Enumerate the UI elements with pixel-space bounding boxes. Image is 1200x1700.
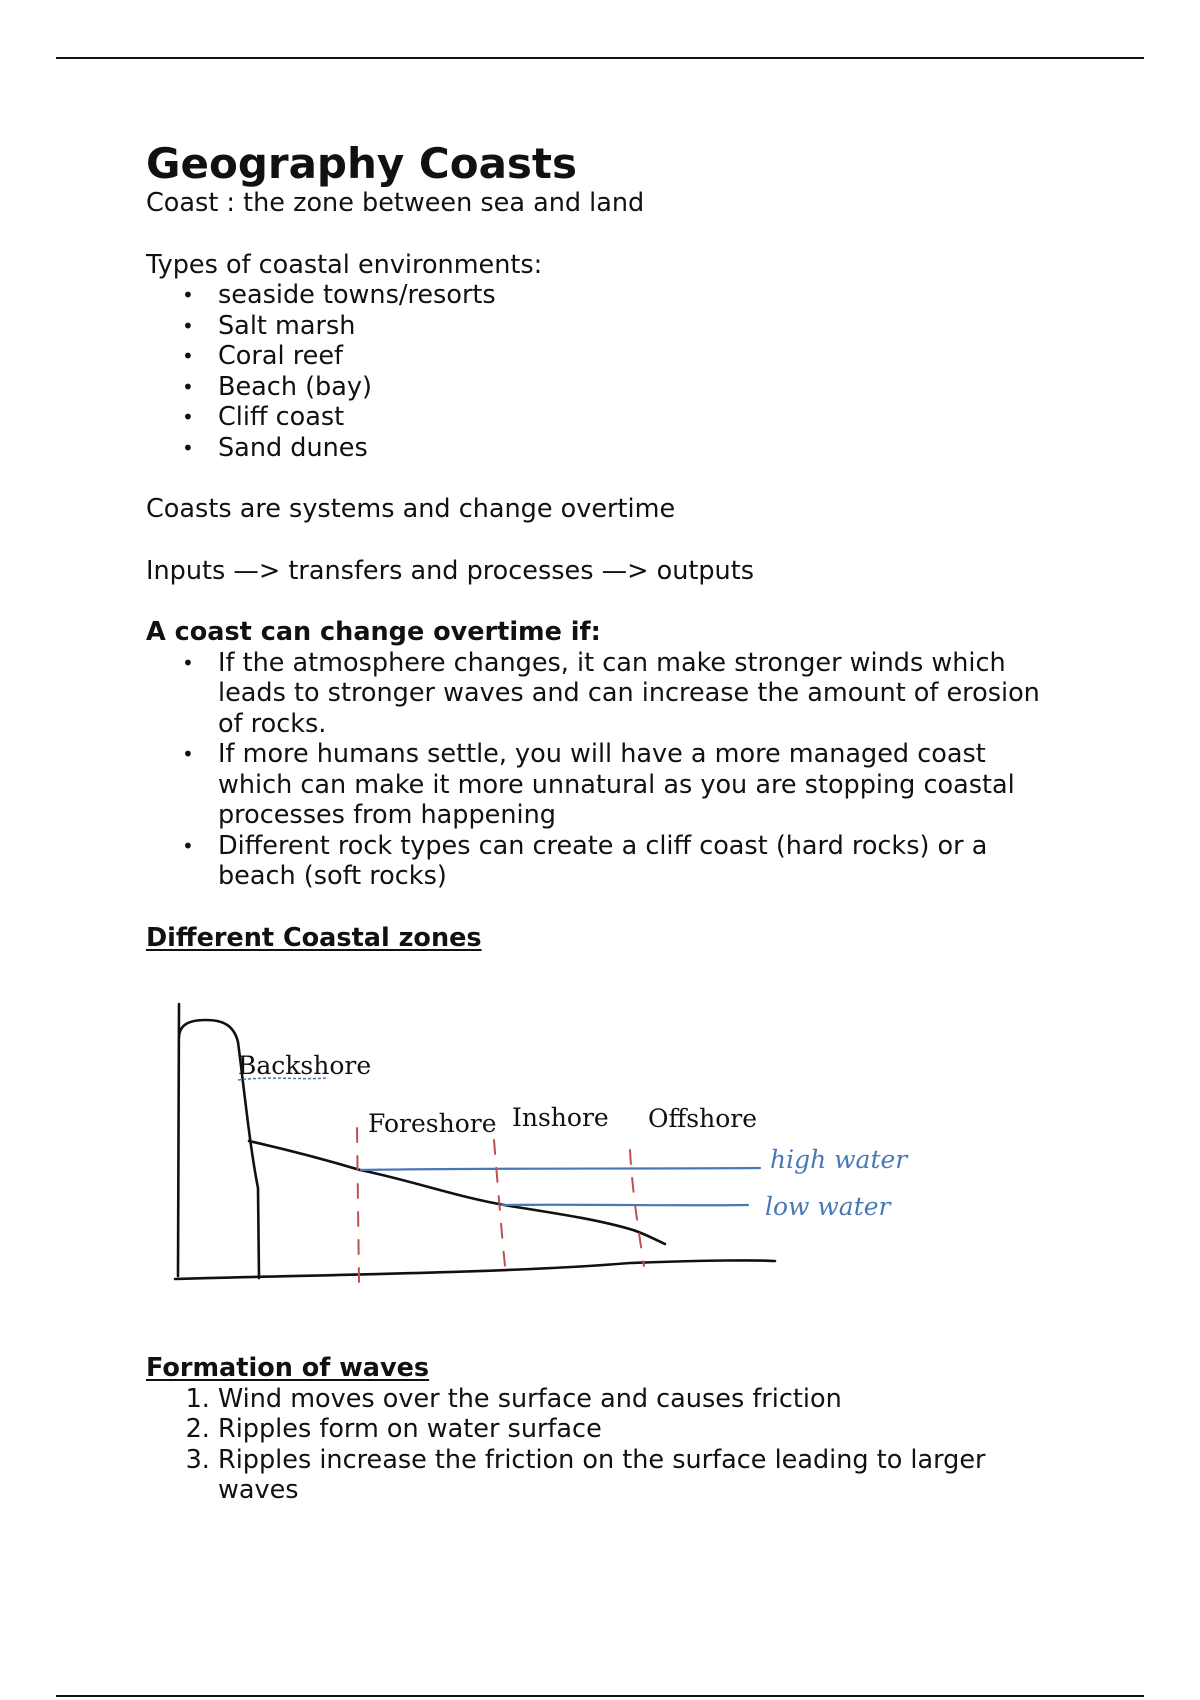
- list-item: 1. Wind moves over the surface and causes friction: [218, 1384, 1066, 1415]
- foreshore-label: Foreshore: [368, 1109, 497, 1138]
- spacer: [146, 463, 1066, 494]
- document-body: [146, 140, 1066, 953]
- flow-statement: Inputs —> transfers and processes —> outputs: [146, 555, 755, 586]
- spacer: [146, 219, 1066, 250]
- seabed-line: [175, 1260, 775, 1279]
- top-rule: [56, 57, 1144, 59]
- list-item: • Different rock types can create a cliff coast (hard rocks) or a beach (soft rocks): [218, 831, 1066, 892]
- spacer: [146, 586, 1066, 617]
- high-water-line: [361, 1168, 760, 1170]
- high-water-label: high water: [770, 1145, 908, 1174]
- list-item: • seaside towns/resorts: [218, 280, 1066, 311]
- page-title: Geography Coasts: [146, 139, 577, 188]
- list-item: • If more humans settle, you will have a more managed coast which can make it more unnatural as you are stopping coastal processes from happening: [218, 739, 1066, 831]
- waves-heading: Formation of waves: [146, 1353, 430, 1383]
- inshore-divider: [494, 1140, 506, 1276]
- list-item: 2. Ripples form on water surface: [218, 1414, 1066, 1445]
- waves-section: [146, 1353, 1066, 1506]
- spacer: [146, 525, 1066, 556]
- low-water-label: low water: [765, 1192, 891, 1221]
- coastal-zones-diagram: [160, 998, 930, 1298]
- types-list: [146, 280, 1066, 463]
- foreshore-divider: [357, 1128, 359, 1282]
- cliff-outline: [178, 1004, 259, 1278]
- systems-statement: Coasts are systems and change overtime: [146, 494, 676, 524]
- zones-heading: Different Coastal zones: [146, 922, 482, 953]
- coast-definition: Coast : the zone between sea and land: [146, 188, 645, 218]
- low-water-line: [502, 1205, 748, 1206]
- change-heading: A coast can change overtime if:: [146, 617, 601, 647]
- list-item: • Salt marsh: [218, 311, 1066, 342]
- list-item: • Coral reef: [218, 341, 1066, 372]
- spacer: [146, 892, 1066, 923]
- backshore-label: Backshore: [238, 1051, 372, 1080]
- beach-profile: [249, 1141, 665, 1244]
- change-list: [146, 648, 1066, 892]
- waves-steps: [146, 1384, 1066, 1506]
- types-heading: Types of coastal environments:: [146, 249, 543, 280]
- offshore-label: Offshore: [648, 1104, 757, 1133]
- list-item: • Sand dunes: [218, 433, 1066, 464]
- bottom-rule: [56, 1695, 1144, 1697]
- list-item: • Cliff coast: [218, 402, 1066, 433]
- inshore-label: Inshore: [512, 1103, 609, 1132]
- list-item: 3. Ripples increase the friction on the surface leading to larger waves: [218, 1445, 1066, 1506]
- list-item: • If the atmosphere changes, it can make stronger winds which leads to stronger waves and can increase the amount of erosion of rocks.: [218, 648, 1066, 740]
- list-item: • Beach (bay): [218, 372, 1066, 403]
